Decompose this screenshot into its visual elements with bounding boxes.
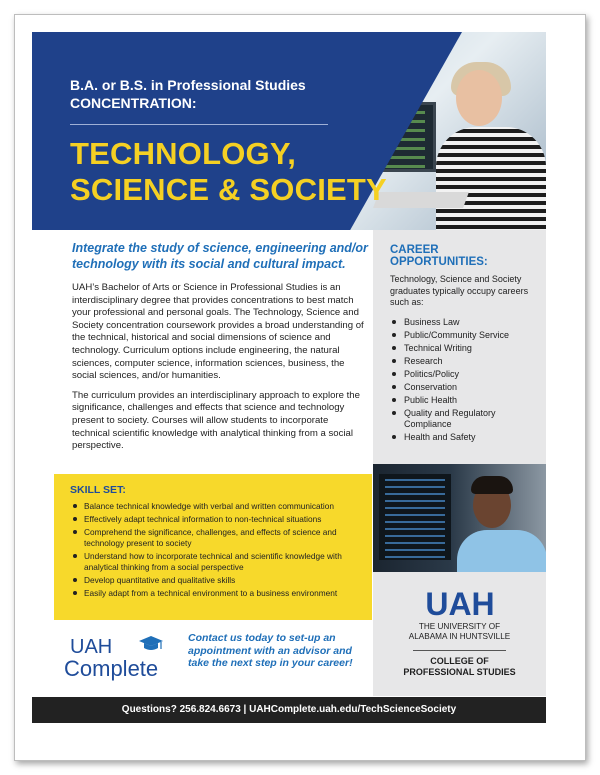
footer-contact-bar: Questions? 256.824.6673 | UAHComplete.uah.edu/TechScienceSociety [32, 697, 546, 723]
header-banner [32, 32, 546, 230]
bullet-icon [392, 333, 396, 337]
list-item: Understand how to incorporate technical and scientific knowledge with analytical thinking from a social perspective [70, 551, 360, 573]
list-item: Public Health [390, 395, 534, 406]
bullet-icon [73, 504, 77, 508]
skills-list [70, 501, 360, 599]
bullet-icon [392, 398, 396, 402]
list-item: Easily adapt from a technical environment to a business environment [70, 588, 360, 599]
graduation-cap-icon [138, 634, 164, 654]
bullet-icon [392, 320, 396, 324]
uah-logo-icon [411, 588, 509, 618]
page-title: TECHNOLOGY, SCIENCE & SOCIETY [70, 136, 387, 207]
list-item: Public/Community Service [390, 330, 534, 341]
list-item: Comprehend the significance, challenges, and effects of science and technology present to society [70, 527, 360, 549]
intro-section [72, 240, 368, 460]
bullet-icon [73, 578, 77, 582]
bullet-icon [392, 411, 396, 415]
degree-subtitle: B.A. or B.S. in Professional Studies CONCENTRATION: [70, 77, 306, 111]
complete-logo-word: Complete [64, 656, 159, 681]
logo-divider [413, 650, 506, 651]
list-item: Develop quantitative and qualitative skills [70, 575, 360, 586]
bullet-icon [392, 346, 396, 350]
bullet-icon [73, 591, 77, 595]
skills-title: SKILL SET: [70, 484, 126, 496]
bullet-icon [392, 372, 396, 376]
career-list [390, 317, 534, 443]
college-name: COLLEGE OF PROFESSIONAL STUDIES [403, 656, 516, 677]
header-divider [70, 124, 328, 125]
list-item: Effectively adapt technical information to non-technical situations [70, 514, 360, 525]
career-title: CAREER OPPORTUNITIES: [390, 244, 488, 268]
code-screen-image [379, 474, 451, 560]
university-name: THE UNIVERSITY OF ALABAMA IN HUNTSVILLE [408, 622, 511, 641]
career-intro: Technology, Science and Society graduates typically occupy careers such as: [390, 274, 529, 307]
list-item: Quality and Regulatory Compliance [390, 408, 534, 430]
contact-callout: Contact us today to set-up an appointment with an advisor and take the next step in your career! [188, 632, 353, 669]
list-item: Politics/Policy [390, 369, 534, 380]
svg-text:UAH: UAH [425, 588, 495, 618]
bullet-icon [392, 435, 396, 439]
intro-lead: Integrate the study of science, engineering and/or technology with its social and cultural impact. [72, 241, 368, 271]
bullet-icon [73, 530, 77, 534]
skill-set-panel [54, 474, 372, 620]
list-item: Technical Writing [390, 343, 534, 354]
person-image [456, 70, 502, 126]
list-item: Balance technical knowledge with verbal and written communication [70, 501, 360, 512]
bullet-icon [73, 517, 77, 521]
uah-complete-logo [64, 632, 174, 692]
intro-paragraph: The curriculum provides an interdisciplinary approach to explore the significance, challenges and effects that science and technology present to society. Courses will allow students to incorporate technical scientific knowledge with analytical thinking from a social perspective. [72, 389, 360, 452]
career-opportunities-panel [373, 230, 546, 464]
bullet-icon [392, 385, 396, 389]
list-item: Research [390, 356, 534, 367]
intro-paragraph: UAH’s Bachelor of Arts or Science in Professional Studies is an interdisciplinary degree that provides concentrations to best match your professional and personal goals. The Technology, Science and Society concentration coursework provides a broad understanding of the technical, historical and social dimensions of science and technology. Curriculum options include engineering, the natural sciences, computer science, information sciences, business, the social sciences, and/or humanities. [72, 282, 364, 382]
list-item: Health and Safety [390, 432, 534, 443]
complete-logo-uah: UAH [70, 636, 113, 658]
list-item: Conservation [390, 382, 534, 393]
bullet-icon [73, 554, 77, 558]
list-item: Business Law [390, 317, 534, 328]
bullet-icon [392, 359, 396, 363]
student-photo [373, 464, 546, 572]
uah-logo-panel [373, 572, 546, 696]
